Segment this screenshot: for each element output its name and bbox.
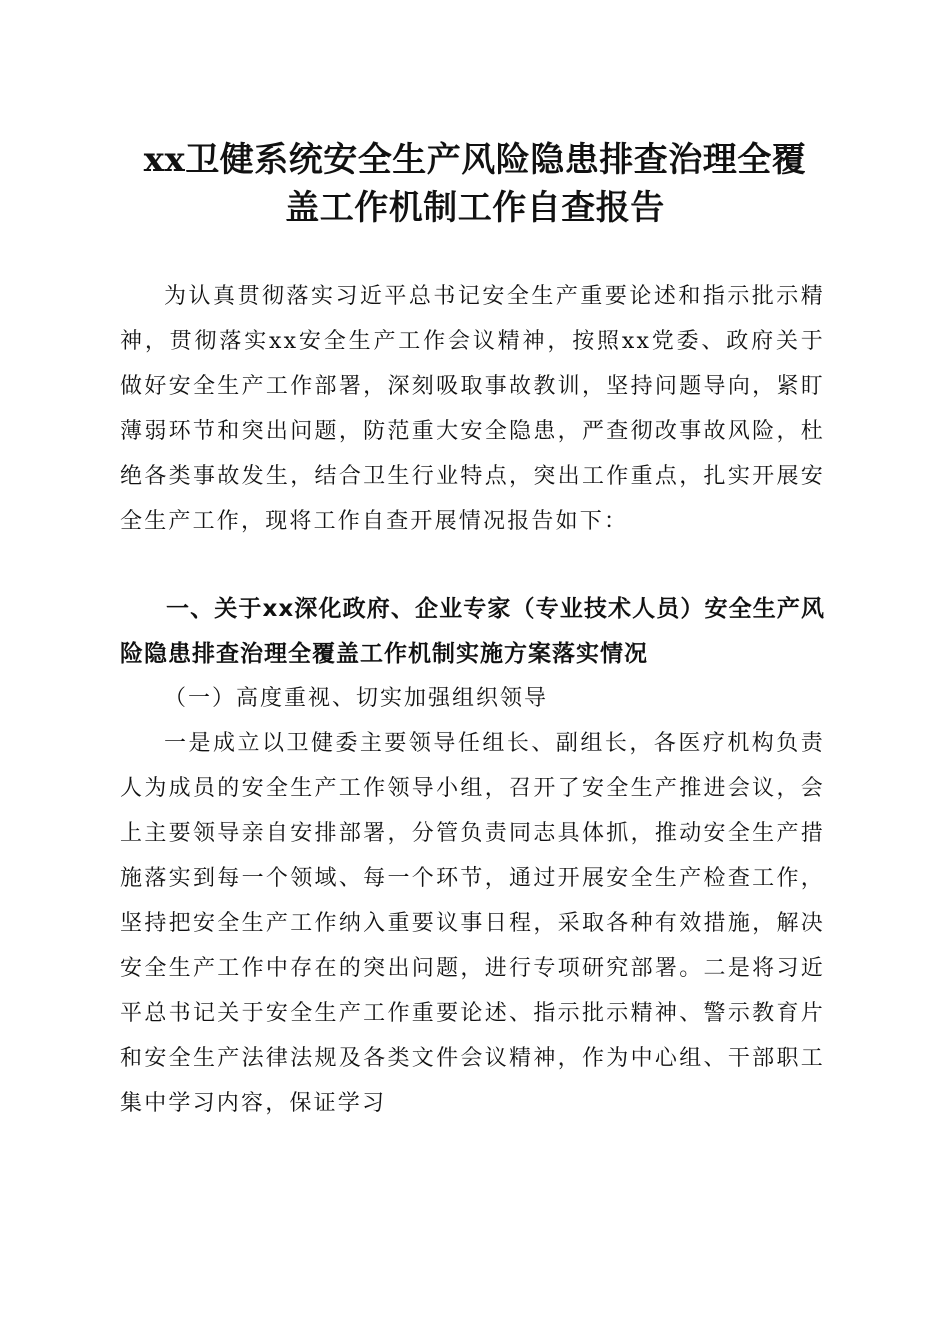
- document-title: [110, 136, 840, 232]
- subsection-1-heading: （一）高度重视、切实加强组织领导: [164, 686, 549, 711]
- section-1-heading: 一、关于xx深化政府、企业专家（专业技术人员）安全生产风险隐患排查治理全覆盖工作机制实施方案落实情况: [120, 596, 825, 667]
- document-title-line-1: xx卫健系统安全生产风险隐患排查治理全覆: [143, 140, 807, 180]
- body-paragraph-1: 一是成立以卫健委主要领导任组长、副组长，各医疗机构负责人为成员的安全生产工作领导小组，召开了安全生产推进会议，会上主要领导亲自安排部署，分管负责同志具体抓，推动安全生产措施落实到每一个领域、每一个环节，通过开展安全生产检查工作，坚持把安全生产工作纳入重要议事日程，采取各种有效措施，解决安全生产工作中存在的突出问题，进行专项研究部署。二是将习近平总书记关于安全生产工作重要论述、指示批示精神、警示教育片和安全生产法律法规及各类文件会议精神，作为中心组、干部职工集中学习内容，保证学习: [120, 731, 825, 1116]
- intro-paragraph: 为认真贯彻落实习近平总书记安全生产重要论述和指示批示精神，贯彻落实xx安全生产工作会议精神，按照xx党委、政府关于做好安全生产工作部署，深刻吸取事故教训，坚持问题导向，紧盯薄弱环节和突出问题，防范重大安全隐患，严查彻改事故风险，杜绝各类事故发生，结合卫生行业特点，突出工作重点，扎实开展安全生产工作，现将工作自查开展情况报告如下：: [120, 284, 825, 534]
- document-title-line-2: 盖工作机制工作自查报告: [285, 188, 665, 228]
